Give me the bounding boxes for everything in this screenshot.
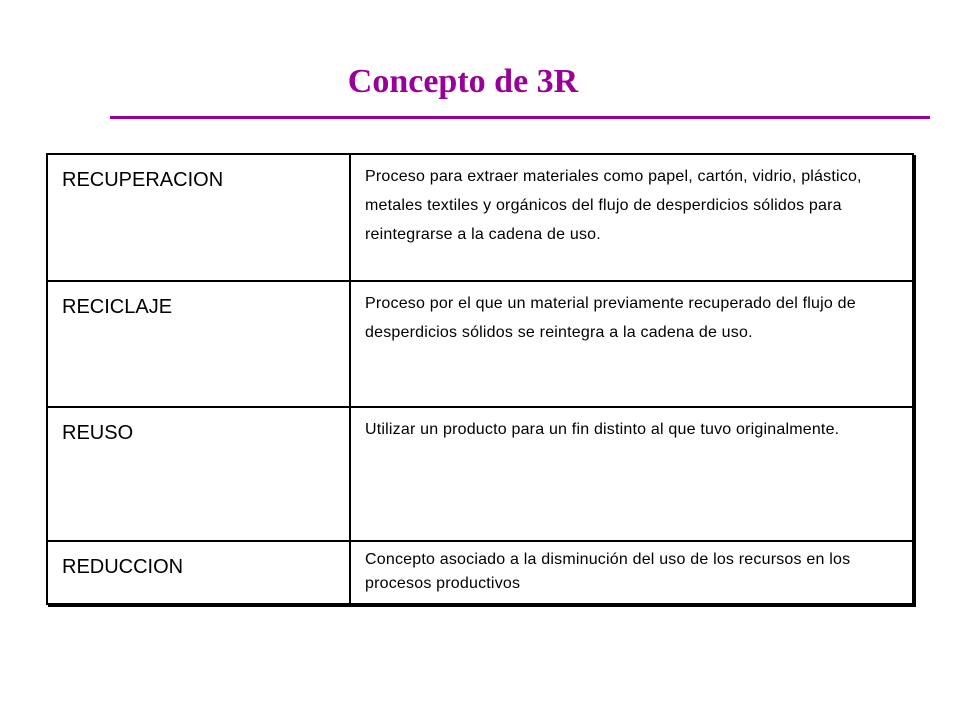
table-row bbox=[48, 542, 912, 603]
table-row bbox=[48, 408, 912, 542]
table-row bbox=[48, 282, 912, 408]
term-cell: RECICLAJE bbox=[48, 282, 351, 406]
title-divider bbox=[110, 116, 930, 119]
concept-table bbox=[46, 153, 914, 605]
description-cell: Concepto asociado a la disminución del uso de los recursos en los procesos productivos bbox=[365, 551, 851, 592]
description-cell: Proceso por el que un material previamente recuperado del flujo de desperdicios sólidos se reintegra a la cadena de uso. bbox=[365, 295, 856, 341]
term-cell: REDUCCION bbox=[48, 542, 351, 603]
description-cell: Proceso para extraer materiales como papel, cartón, vidrio, plástico, metales textiles y orgánicos del flujo de desperdicios sólidos para reintegrarse a la cadena de uso. bbox=[365, 168, 862, 243]
term-cell: RECUPERACION bbox=[48, 155, 351, 280]
term-cell: REUSO bbox=[48, 408, 351, 540]
description-cell: Utilizar un producto para un fin distinto al que tuvo originalmente. bbox=[365, 421, 840, 438]
page-title: Concepto de 3R bbox=[347, 63, 579, 100]
table-row bbox=[48, 155, 912, 282]
